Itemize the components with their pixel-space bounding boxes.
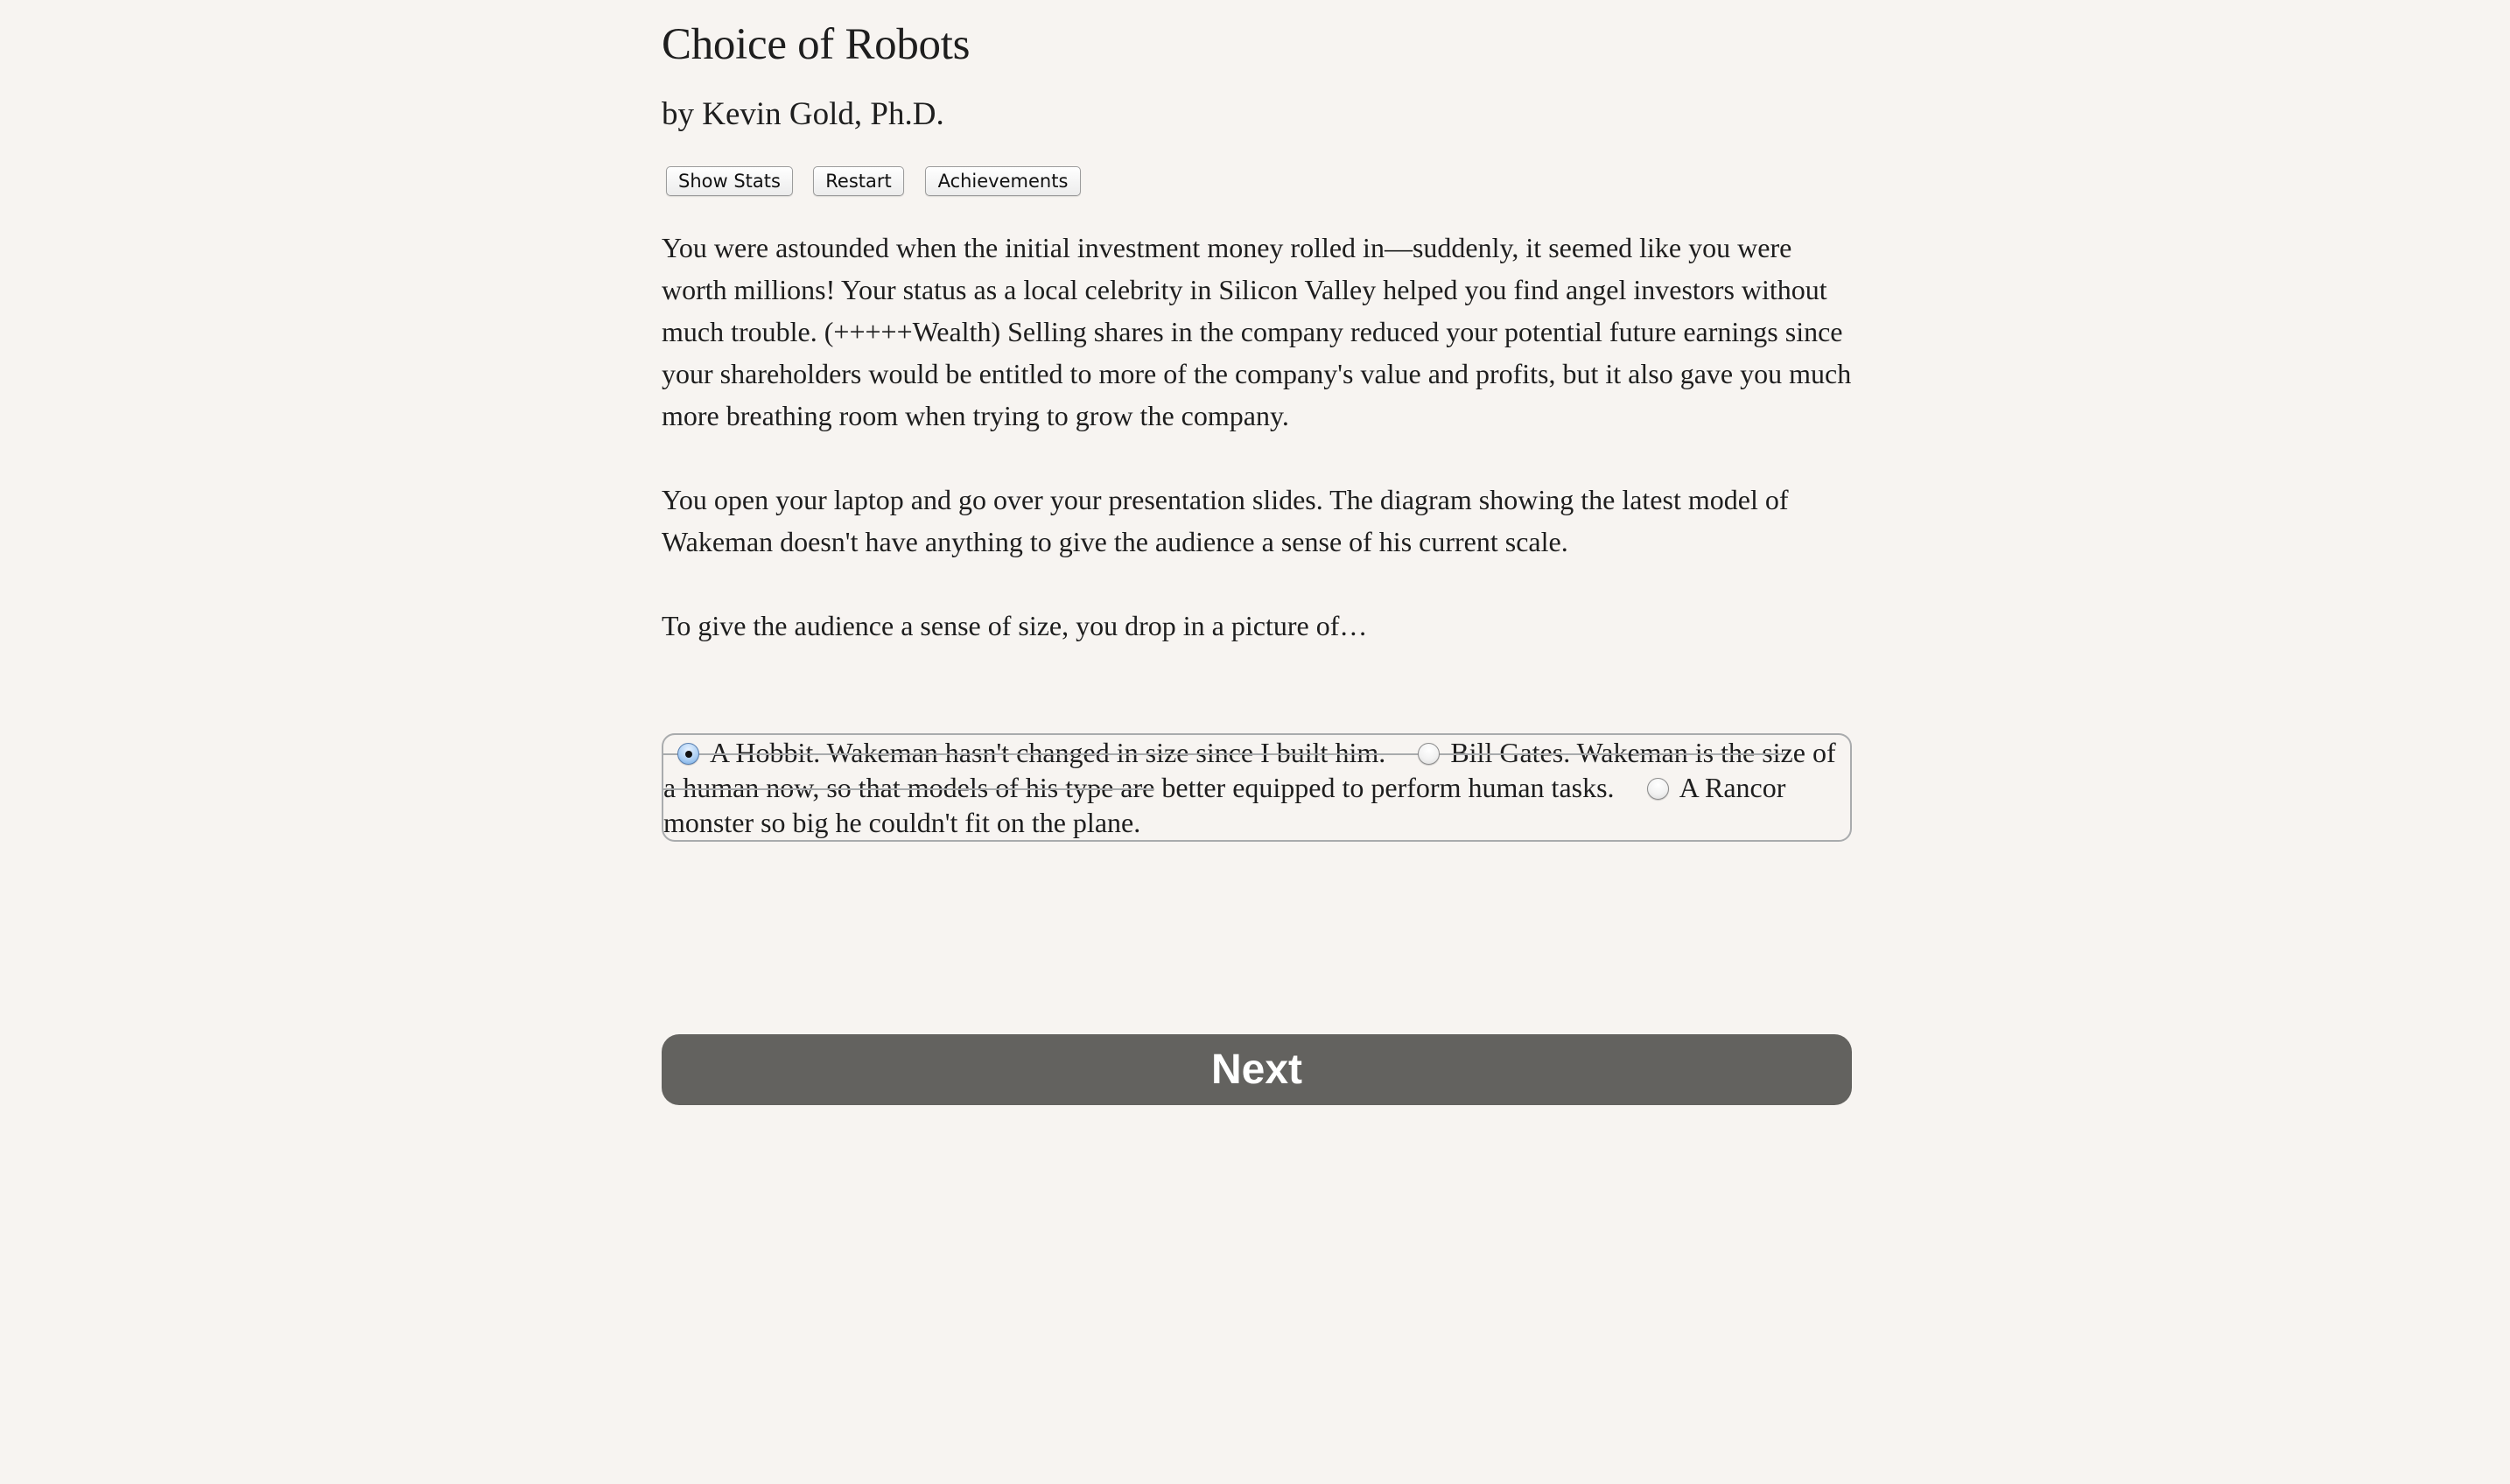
story-text: [662, 227, 1852, 689]
author-byline: by Kevin Gold, Ph.D.: [662, 96, 944, 132]
radio-selected-icon[interactable]: [677, 743, 699, 765]
achievements-button[interactable]: Achievements: [925, 166, 1081, 196]
show-stats-button[interactable]: Show Stats: [666, 166, 793, 196]
choice-label: A Rancor monster so big he couldn't fit on the plane.: [663, 772, 1786, 838]
toolbar: [666, 166, 1081, 196]
story-paragraph: You were astounded when the initial investment money rolled in—suddenly, it seemed like you were worth millions! Your status as a local celebrity in Silicon Valley helped you find angel investors without much trouble. (+++++Wealth) Selling shares in the company reduced your potential future earnings since your shareholders would be entitled to more of the company's value and profits, but it also gave you much more breathing room when trying to grow the company.: [662, 232, 1852, 431]
story-paragraph: You open your laptop and go over your presentation slides. The diagram showing the latest model of Wakeman doesn't have anything to give the audience a sense of his current scale.: [662, 484, 1789, 557]
radio-unselected-icon[interactable]: [1418, 743, 1440, 765]
next-button[interactable]: Next: [662, 1034, 1852, 1105]
radio-unselected-icon[interactable]: [1647, 778, 1669, 800]
choice-label: A Hobbit. Wakeman hasn't changed in size since I built him.: [710, 737, 1386, 768]
restart-button[interactable]: Restart: [813, 166, 904, 196]
choice-list: [662, 733, 1852, 842]
game-title: Choice of Robots: [662, 20, 971, 69]
story-paragraph: To give the audience a sense of size, you drop in a picture of…: [662, 610, 1368, 641]
choice-label: Bill Gates. Wakeman is the size of a human now, so that models of his type are better equipped to perform human tasks.: [663, 737, 1836, 803]
